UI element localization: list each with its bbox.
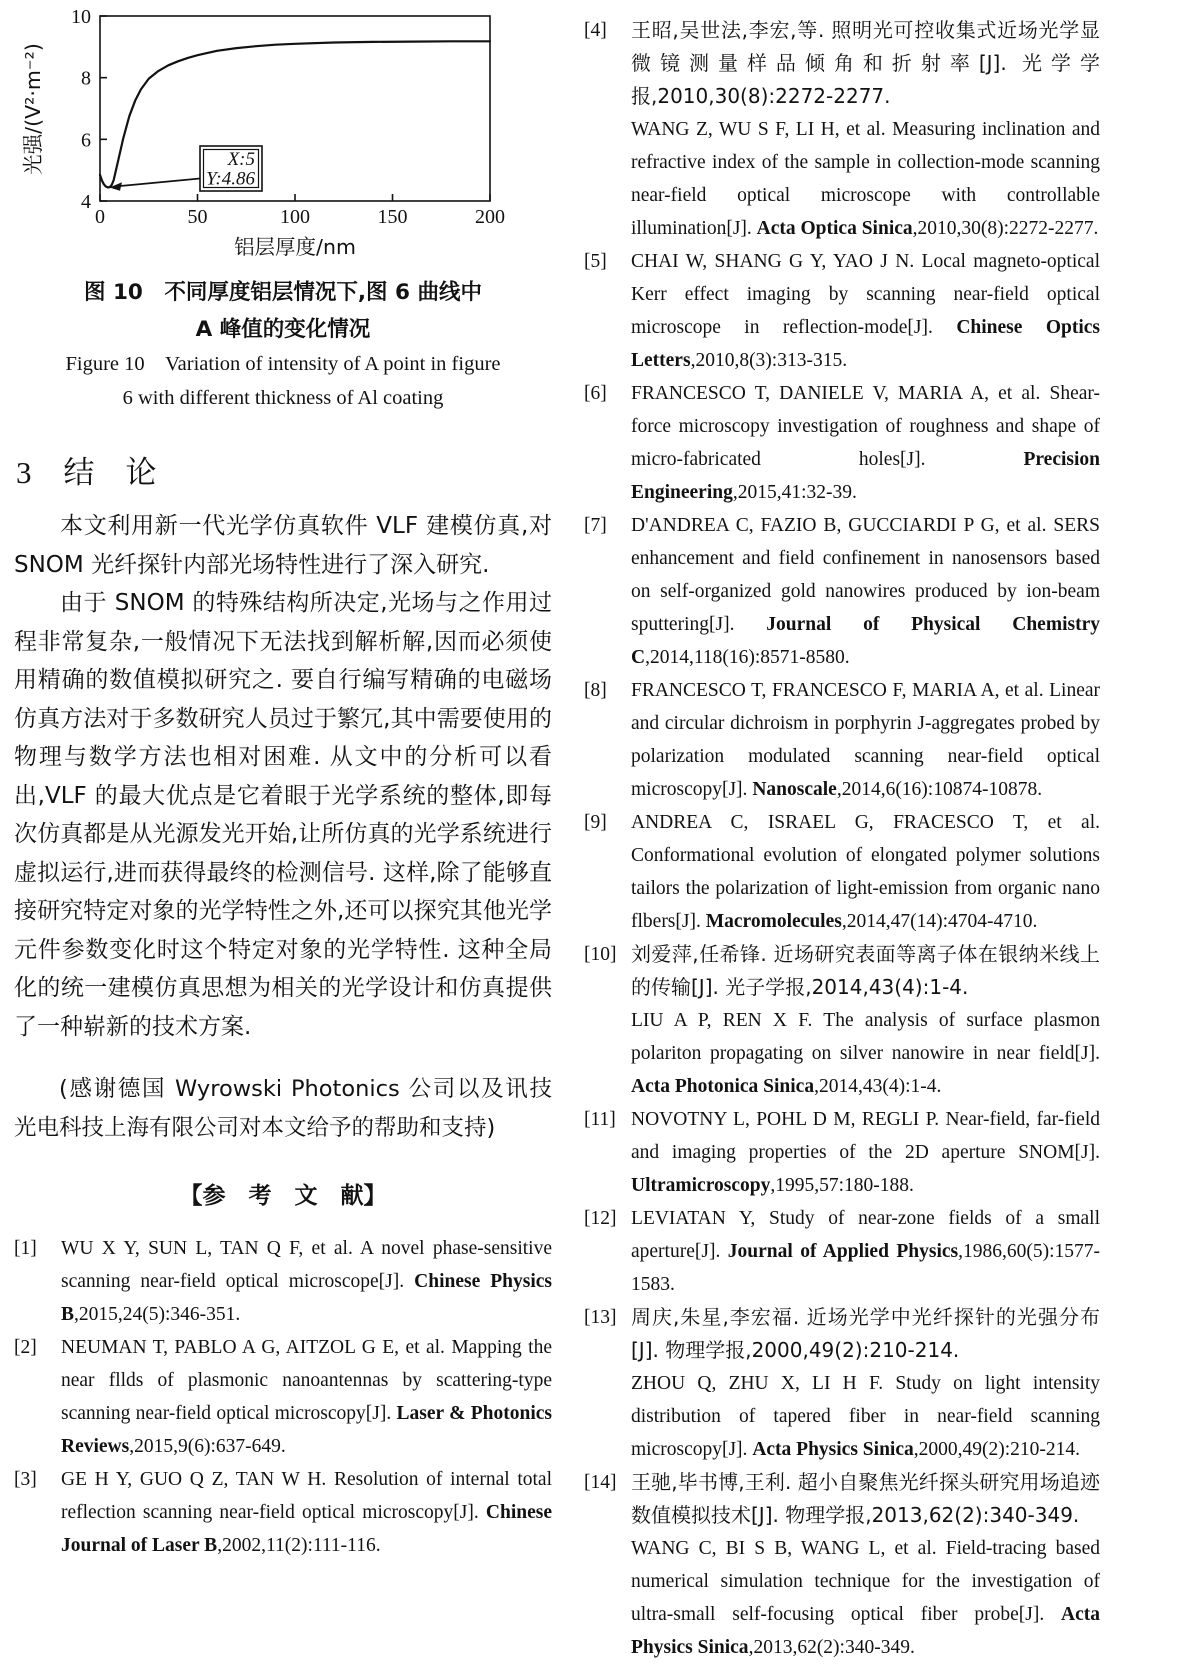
reference-text-segment: ,2010,8(3):313-315.	[690, 350, 848, 371]
reference-text-segment: ZHOU Q, ZHU X, LI H F. Study on light intensity distribution of tapered fiber in near-field scanning microscopy[J].	[631, 1373, 1100, 1460]
x-tick-label: 150	[377, 206, 408, 228]
journal-name: Acta Photonica Sinica	[631, 1076, 815, 1097]
reference-body	[631, 509, 1100, 674]
reference-text-english	[631, 1004, 1100, 1103]
reference-text-segment: ,2015,9(6):637-649.	[129, 1436, 286, 1457]
journal-name: Acta Optica Sinica	[756, 218, 913, 239]
reference-text-segment: LEVIATAN Y, Study of near-zone fields of a small aperture[J].	[631, 1208, 1100, 1262]
figure-caption-cn-line1: 图 10 不同厚度铝层情况下,图 6 曲线中	[83, 280, 482, 305]
reference-text-segment: ,2014,118(16):8571-8580.	[645, 647, 850, 668]
reference-item	[584, 245, 1100, 377]
reference-number: [2]	[14, 1337, 37, 1358]
reference-item	[584, 1202, 1100, 1301]
reference-item	[584, 1466, 1100, 1664]
reference-text-segment: NOVOTNY L, POHL D M, REGLI P. Near-field, far-field and imaging properties of the 2D aperture SNOM[J].	[631, 1109, 1100, 1163]
reference-body	[61, 1331, 552, 1463]
x-tick-label: 100	[280, 206, 310, 228]
reference-text-segment: 周庆,朱星,李宏福. 近场光学中光纤探针的光强分布[J]. 物理学报,2000,49(2):210-214.	[631, 1305, 1100, 1362]
reference-text-english	[61, 1463, 552, 1562]
reference-item	[584, 1301, 1100, 1466]
acknowledgment: (感谢德国 Wyrowski Photonics 公司以及讯技光电科技上海有限公司对本文给予的帮助和支持)	[14, 1076, 552, 1141]
reference-item	[584, 938, 1100, 1103]
journal-name: Acta Physics Sinica	[631, 1604, 1100, 1658]
reference-body	[631, 377, 1100, 509]
reference-number: [12]	[584, 1208, 617, 1229]
x-tick-label: 0	[95, 206, 105, 228]
reference-body	[631, 938, 1100, 1103]
journal-name: Chinese Physics B	[61, 1271, 552, 1325]
reference-number: [13]	[584, 1307, 617, 1328]
reference-number: [7]	[584, 515, 607, 536]
annotation-arrow	[115, 179, 200, 187]
figure-10	[14, 6, 552, 415]
reference-text-segment: 王昭,吴世法,李宏,等. 照明光可控收集式近场光学显微镜测量样品倾角和折射率[J]. 光学学报,2010,30(8):2272-2277.	[631, 18, 1100, 108]
reference-text-chinese	[631, 14, 1100, 113]
reference-text-english	[631, 806, 1100, 938]
reference-item	[584, 806, 1100, 938]
x-tick-label: 200	[475, 206, 505, 228]
reference-number: [3]	[14, 1469, 37, 1490]
reference-item	[584, 674, 1100, 806]
references-list-left	[14, 1232, 552, 1562]
figure-caption-en-line1: Figure 10 Variation of intensity of A point in figure	[65, 353, 501, 375]
reference-text-chinese	[631, 1466, 1100, 1532]
reference-body	[631, 806, 1100, 938]
journal-name: Macromolecules	[705, 911, 842, 932]
reference-text-segment: FRANCESCO T, DANIELE V, MARIA A, et al. Shear-force microscopy investigation of roughness and shape of micro-fabricated holes[J].	[631, 383, 1100, 470]
figure-caption-cn-line2: A 峰值的变化情况	[195, 317, 371, 342]
reference-number: [9]	[584, 812, 607, 833]
reference-body	[631, 245, 1100, 377]
references-list-right	[584, 14, 1100, 1664]
journal-name: Chinese Optics Letters	[631, 317, 1100, 371]
reference-text-english	[631, 674, 1100, 806]
reference-body	[631, 1301, 1100, 1466]
reference-body	[631, 674, 1100, 806]
reference-text-segment: WANG C, BI S B, WANG L, et al. Field-tracing based numerical simulation technique for the investigation of ultra-small self-focusing optical fiber probe[J].	[631, 1538, 1100, 1625]
reference-body	[61, 1232, 552, 1331]
y-tick-label: 8	[81, 67, 91, 90]
reference-text-segment: 刘爱萍,任希锋. 近场研究表面等离子体在银纳米线上的传输[J]. 光子学报,2014,43(4):1-4.	[631, 942, 1100, 999]
references-heading: 【参 考 文 献】	[179, 1183, 387, 1209]
x-axis-label: 铝层厚度/nm	[234, 235, 356, 259]
section-title: 结 论	[63, 455, 157, 491]
y-tick-label: 4	[81, 191, 91, 213]
reference-text-chinese	[631, 1301, 1100, 1367]
y-tick-label: 6	[81, 129, 91, 152]
y-tick-label: 10	[71, 6, 91, 28]
reference-text-english	[631, 1202, 1100, 1301]
reference-text-segment: ,2015,24(5):346-351.	[74, 1304, 241, 1325]
x-tick-label: 50	[187, 206, 208, 228]
reference-body	[631, 1202, 1100, 1301]
reference-text-english	[631, 113, 1100, 245]
journal-name: Laser & Photonics Reviews	[61, 1403, 552, 1457]
reference-text-segment: ,2013,62(2):340-349.	[748, 1637, 915, 1658]
reference-text-segment: WU X Y, SUN L, TAN Q F, et al. A novel phase-sensitive scanning near-field optical microscope[J].	[61, 1238, 552, 1292]
journal-name: Chinese Journal of Laser B	[61, 1502, 552, 1556]
journal-name: Ultramicroscopy	[631, 1175, 771, 1196]
annotation-x-value: X:5	[227, 149, 255, 170]
data-curve	[100, 41, 490, 187]
left-column	[14, 6, 552, 1562]
reference-number: [14]	[584, 1472, 617, 1493]
reference-text-segment: ,2014,6(16):10874-10878.	[836, 779, 1043, 800]
journal-name: Precision Engineering	[631, 449, 1100, 503]
reference-text-segment: GE H Y, GUO Q Z, TAN W H. Resolution of internal total reflection scanning near-field optical microscopy[J].	[61, 1469, 552, 1523]
reference-number: [5]	[584, 251, 607, 272]
annotation-box	[110, 146, 263, 191]
reference-number: [8]	[584, 680, 607, 701]
reference-text-english	[61, 1331, 552, 1463]
axis-ticks	[71, 6, 505, 228]
reference-text-chinese	[631, 938, 1100, 1004]
y-axis-label: 光强/(V²·m⁻²)	[21, 43, 45, 175]
reference-item	[14, 1463, 552, 1562]
reference-text-english	[61, 1232, 552, 1331]
reference-number: [6]	[584, 383, 607, 404]
reference-text-segment: ,2014,43(4):1-4.	[814, 1076, 942, 1097]
reference-text-segment: LIU A P, REN X F. The analysis of surface plasmon polariton propagating on silver nanowire in near field[J].	[631, 1010, 1100, 1064]
reference-text-segment: D'ANDREA C, FAZIO B, GUCCIARDI P G, et al. SERS enhancement and field confinement in nanosensors based on self-organized gold nanowires produced by ion-beam sputtering[J].	[631, 515, 1100, 635]
reference-text-segment: CHAI W, SHANG G Y, YAO J N. Local magneto-optical Kerr effect imaging by scanning near-field optical microscope in reflection-mode[J].	[631, 251, 1100, 338]
reference-text-segment: WANG Z, WU S F, LI H, et al. Measuring inclination and refractive index of the sample in collection-mode scanning near-field optical microscope with controllable illumination[J].	[631, 119, 1100, 239]
reference-number: [10]	[584, 944, 617, 965]
conclusion-paragraphs	[14, 507, 552, 1046]
reference-body	[631, 1466, 1100, 1664]
right-column	[584, 14, 1100, 1664]
reference-text-segment: 王驰,毕书博,王利. 超小自聚焦光纤探头研究用场追迹数值模拟技术[J]. 物理学报,2013,62(2):340-349.	[631, 1470, 1100, 1527]
journal-name: Journal of Physical Chemistry C	[631, 614, 1100, 668]
journal-name: Nanoscale	[752, 779, 837, 800]
reference-text-segment: ,2015,41:32-39.	[732, 482, 857, 503]
reference-body	[631, 14, 1100, 245]
section-heading-conclusion	[16, 455, 552, 491]
reference-text-english	[631, 377, 1100, 509]
annotation-y-value: Y:4.86	[206, 168, 255, 190]
reference-number: [1]	[14, 1238, 37, 1259]
reference-item	[584, 377, 1100, 509]
reference-text-segment: ,1986,60(5):1577-1583.	[631, 1241, 1101, 1295]
figure-caption-en-line2: 6 with different thickness of Al coating	[122, 387, 444, 409]
reference-text-english	[631, 245, 1100, 377]
reference-number: [11]	[584, 1109, 616, 1130]
reference-body	[631, 1103, 1100, 1202]
reference-text-english	[631, 1367, 1100, 1466]
reference-item	[14, 1331, 552, 1463]
reference-body	[61, 1463, 552, 1562]
reference-text-english	[631, 1532, 1100, 1664]
reference-item	[584, 1103, 1100, 1202]
conclusion-paragraph: 由于 SNOM 的特殊结构所决定,光场与之作用过程非常复杂,一般情况下无法找到解析解,因而必须使用精确的数值模拟研究之. 要自行编写精确的电磁场仿真方法对于多数研究人员过于繁冗,其中需要使用的物理与数学方法也相对困难. 从文中的分析可以看出,VLF 的最大优点是它着眼于光学系统的整体,即每次仿真都是从光源发光开始,让所仿真的光学系统进行虚拟运行,进而获得最终的检测信号. 这样,除了能够直接研究特定对象的光学特性之外,还可以探究其他光学元件参数变化时这个特定对象的光学特性. 这种全局化的统一建模仿真思想为相关的光学设计和仿真提供了一种崭新的技术方案.	[14, 590, 552, 1040]
journal-name: Journal of Applied Physics	[727, 1241, 959, 1262]
reference-item	[584, 14, 1100, 245]
reference-item	[14, 1232, 552, 1331]
section-number: 3	[16, 455, 32, 490]
figure-10-chart	[14, 6, 524, 264]
conclusion-paragraph: 本文利用新一代光学仿真软件 VLF 建模仿真,对 SNOM 光纤探针内部光场特性进行了深入研究.	[14, 513, 552, 578]
reference-item	[584, 509, 1100, 674]
reference-text-segment: ,1995,57:180-188.	[770, 1175, 914, 1196]
reference-text-segment: NEUMAN T, PABLO A G, AITZOL G E, et al. Mapping the near fllds of plasmonic nanoantennas by scattering-type scanning near-field optical microscopy[J].	[61, 1337, 552, 1424]
reference-text-segment: ,2000,49(2):210-214.	[913, 1439, 1081, 1460]
reference-text-english	[631, 509, 1100, 674]
reference-text-segment: ANDREA C, ISRAEL G, FRACESCO T, et al. Conformational evolution of elongated polymer solutions tailors the polarization of light-emission from organic nano flbers[J].	[631, 812, 1100, 932]
reference-text-segment: ,2010,30(8):2272-2277.	[912, 218, 1099, 239]
reference-number: [4]	[584, 20, 607, 41]
journal-name: Acta Physics Sinica	[752, 1439, 914, 1460]
reference-text-segment: FRANCESCO T, FRANCESCO F, MARIA A, et al. Linear and circular dichroism in porphyrin J-aggregates probed by polarization modulated scanning near-field optical microscopy[J].	[631, 680, 1100, 800]
reference-text-segment: ,2002,11(2):111-116.	[217, 1535, 381, 1556]
reference-text-english	[631, 1103, 1100, 1202]
reference-text-segment: ,2014,47(14):4704-4710.	[841, 911, 1038, 932]
